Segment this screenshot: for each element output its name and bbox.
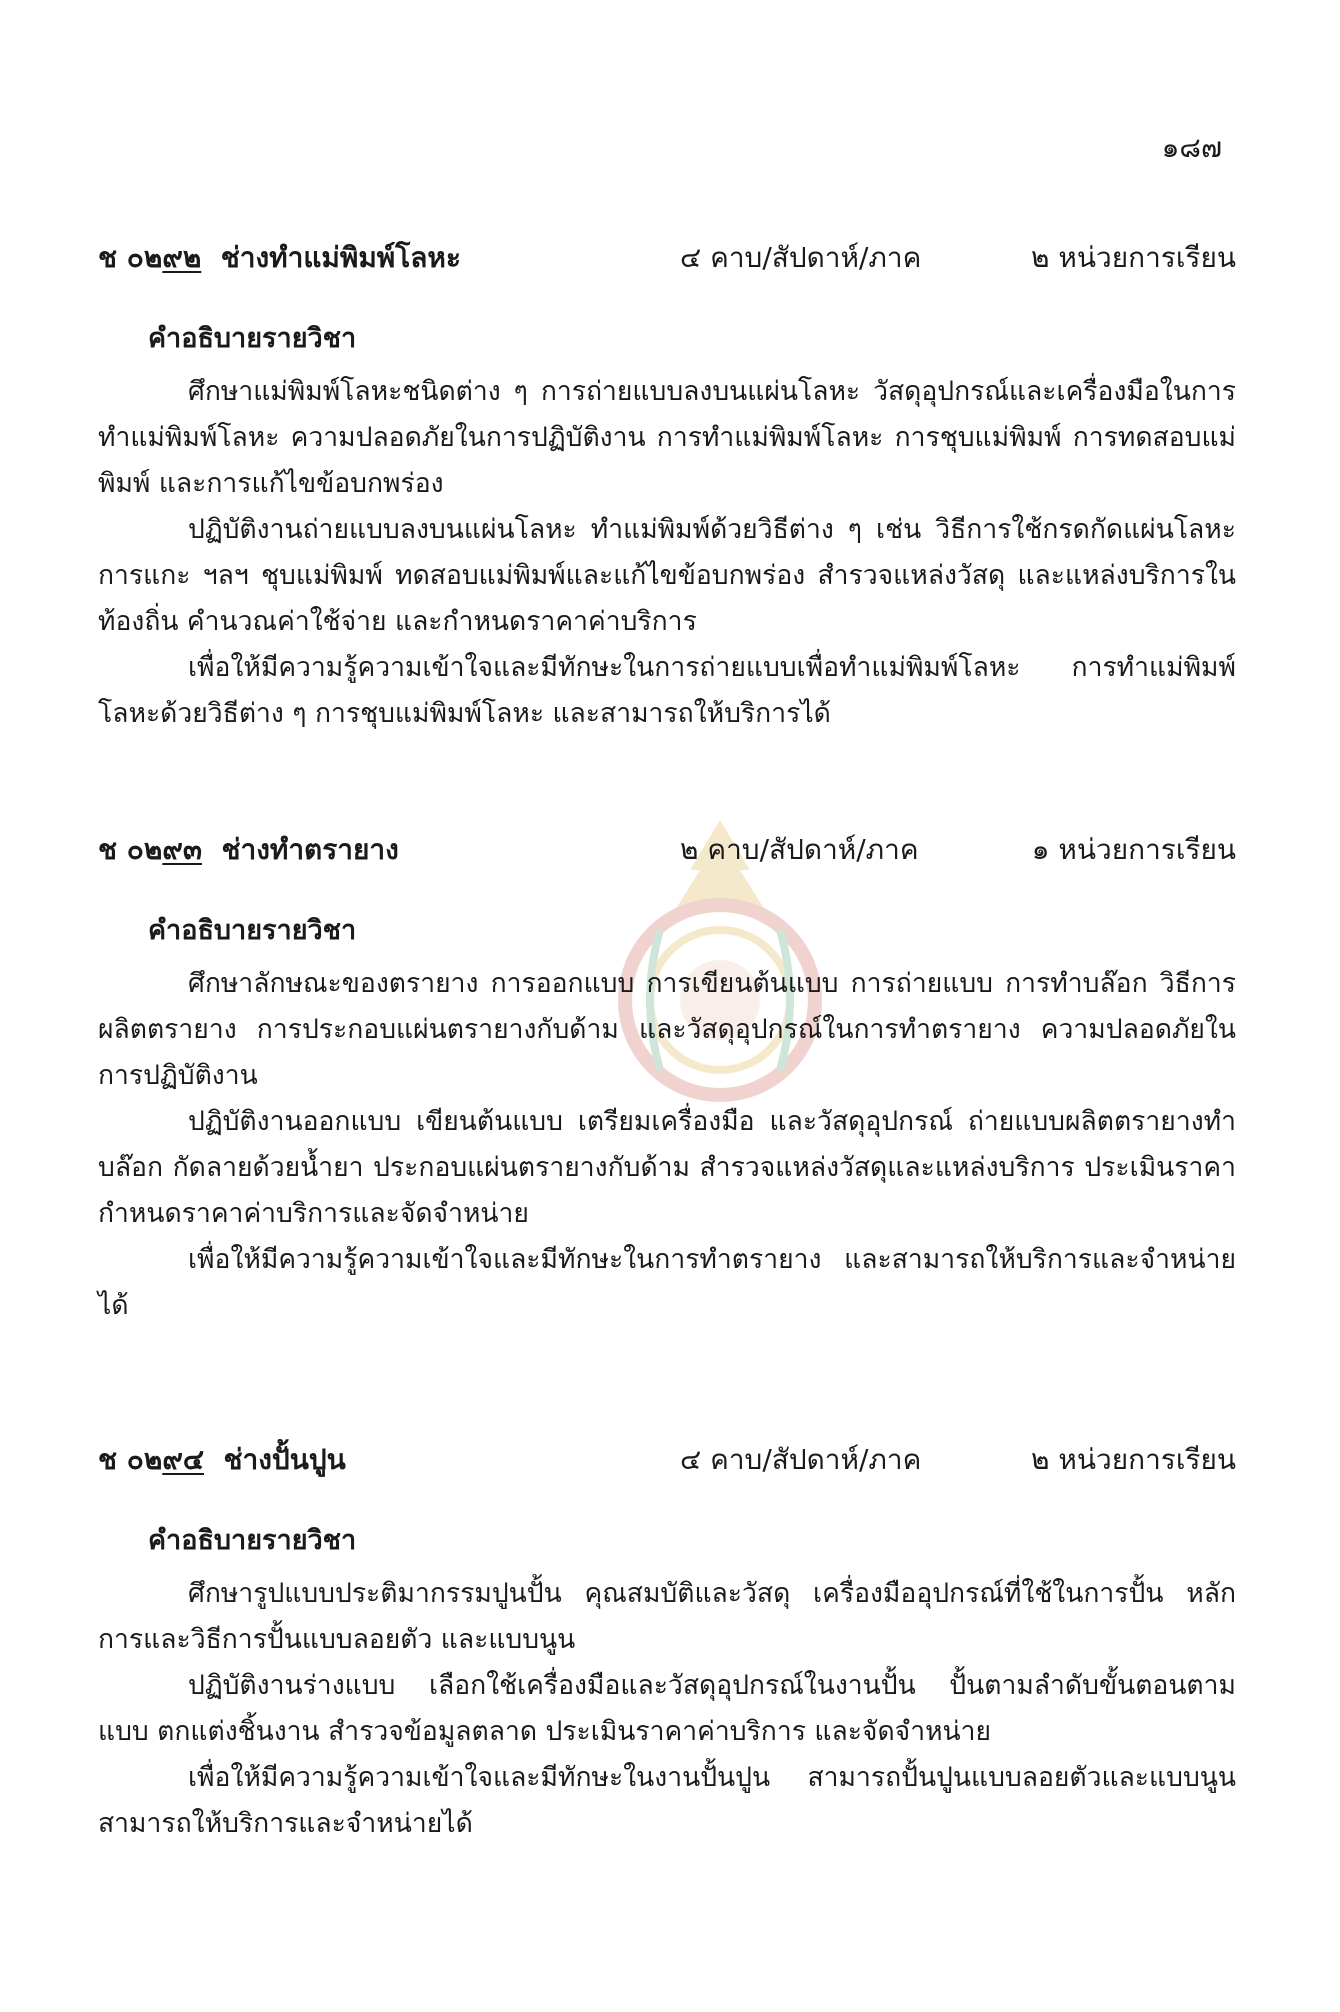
course-hours: ๔ คาบ/สัปดาห์/ภาค [680, 1443, 922, 1476]
course-credits: ๑ หน่วยการเรียน [1031, 833, 1236, 866]
course-header [98, 236, 1236, 276]
course-header [98, 1438, 1236, 1478]
description-paragraph: ศึกษารูปแบบประติมากรรมปูนปั้น คุณสมบัติและวัสดุ เครื่องมืออุปกรณ์ที่ใช้ในการปั้น หลักการและวิธีการปั้นแบบลอยตัว และแบบนูน [98, 1578, 1236, 1655]
course-section-2 [98, 828, 1236, 1329]
course-code: ช ๐๒๙๔ ช่างปั้นปูน [98, 1443, 346, 1476]
description-paragraph: ศึกษาลักษณะของตรายาง การออกแบบ การเขียนต้นแบบ การถ่ายแบบ การทำบล๊อก วิธีการผลิตตรายาง การประกอบแผ่นตรายางกับด้าม และวัสดุอุปกรณ์ในการทำตรายาง ความปลอดภัยในการปฏิบัติงาน [98, 968, 1236, 1091]
description-paragraph: ศึกษาแม่พิมพ์โลหะชนิดต่าง ๆ การถ่ายแบบลงบนแผ่นโลหะ วัสดุอุปกรณ์และเครื่องมือในการทำแม่พิมพ์โลหะ ความปลอดภัยในการปฏิบัติงาน การทำแม่พิมพ์โลหะ การชุบแม่พิมพ์ การทดสอบแม่พิมพ์ และการแก้ไขข้อบกพร่อง [98, 376, 1236, 499]
course-credits: ๒ หน่วยการเรียน [1031, 241, 1236, 274]
page-number: ๑๘๗ [1161, 131, 1222, 164]
description-paragraph: ปฏิบัติงานถ่ายแบบลงบนแผ่นโลหะ ทำแม่พิมพ์ด้วยวิธีต่าง ๆ เช่น วิธีการใช้กรดกัดแผ่นโลหะ การแกะ ฯลฯ ชุบแม่พิมพ์ ทดสอบแม่พิมพ์และแก้ไขข้อบกพร่อง สำรวจแหล่งวัสดุ และแหล่งบริการในท้องถิ่น คำนวณค่าใช้จ่าย และกำหนดราคาค่าบริการ [98, 514, 1236, 637]
course-section-3 [98, 1438, 1236, 1847]
course-section-1 [98, 236, 1236, 737]
course-title: ช่างทำตรายาง [221, 833, 399, 866]
description-paragraph: ปฏิบัติงานออกแบบ เขียนต้นแบบ เตรียมเครื่องมือ และวัสดุอุปกรณ์ ถ่ายแบบผลิตตรายางทำบล๊อก กัดลายด้วยน้ำยา ประกอบแผ่นตรายางกับด้าม สำรวจแหล่งวัสดุและแหล่งบริการ ประเมินราคา กำหนดราคาค่าบริการและจัดจำหน่าย [98, 1106, 1236, 1229]
course-title: ช่างทำแม่พิมพ์โลหะ [220, 241, 461, 274]
description-paragraph: ปฏิบัติงานร่างแบบ เลือกใช้เครื่องมือและวัสดุอุปกรณ์ในงานปั้น ปั้นตามลำดับขั้นตอนตามแบบ ตกแต่งชิ้นงาน สำรวจข้อมูลตลาด ประเมินราคาค่าบริการ และจัดจำหน่าย [98, 1670, 1236, 1747]
course-code: ช ๐๒๙๓ ช่างทำตรายาง [98, 833, 399, 866]
course-header [98, 828, 1236, 868]
description-paragraph: เพื่อให้มีความรู้ความเข้าใจและมีทักษะในการถ่ายแบบเพื่อทำแม่พิมพ์โลหะ การทำแม่พิมพ์โลหะด้วยวิธีต่าง ๆ การชุบแม่พิมพ์โลหะ และสามารถให้บริการได้ [98, 652, 1236, 729]
description-heading: คำอธิบายรายวิชา [148, 915, 357, 946]
course-code: ช ๐๒๙๒ ช่างทำแม่พิมพ์โลหะ [98, 241, 461, 274]
description-heading: คำอธิบายรายวิชา [148, 323, 357, 354]
description-heading: คำอธิบายรายวิชา [148, 1525, 357, 1556]
course-hours: ๔ คาบ/สัปดาห์/ภาค [680, 241, 922, 274]
description-paragraph: เพื่อให้มีความรู้ความเข้าใจและมีทักษะในการทำตรายาง และสามารถให้บริการและจำหน่ายได้ [98, 1244, 1236, 1321]
course-title: ช่างปั้นปูน [223, 1443, 346, 1476]
description-paragraph: เพื่อให้มีความรู้ความเข้าใจและมีทักษะในงานปั้นปูน สามารถปั้นปูนแบบลอยตัวและแบบนูน สามารถให้บริการและจำหน่ายได้ [98, 1762, 1236, 1839]
course-credits: ๒ หน่วยการเรียน [1031, 1443, 1236, 1476]
course-hours: ๒ คาบ/สัปดาห์/ภาค [680, 833, 919, 866]
